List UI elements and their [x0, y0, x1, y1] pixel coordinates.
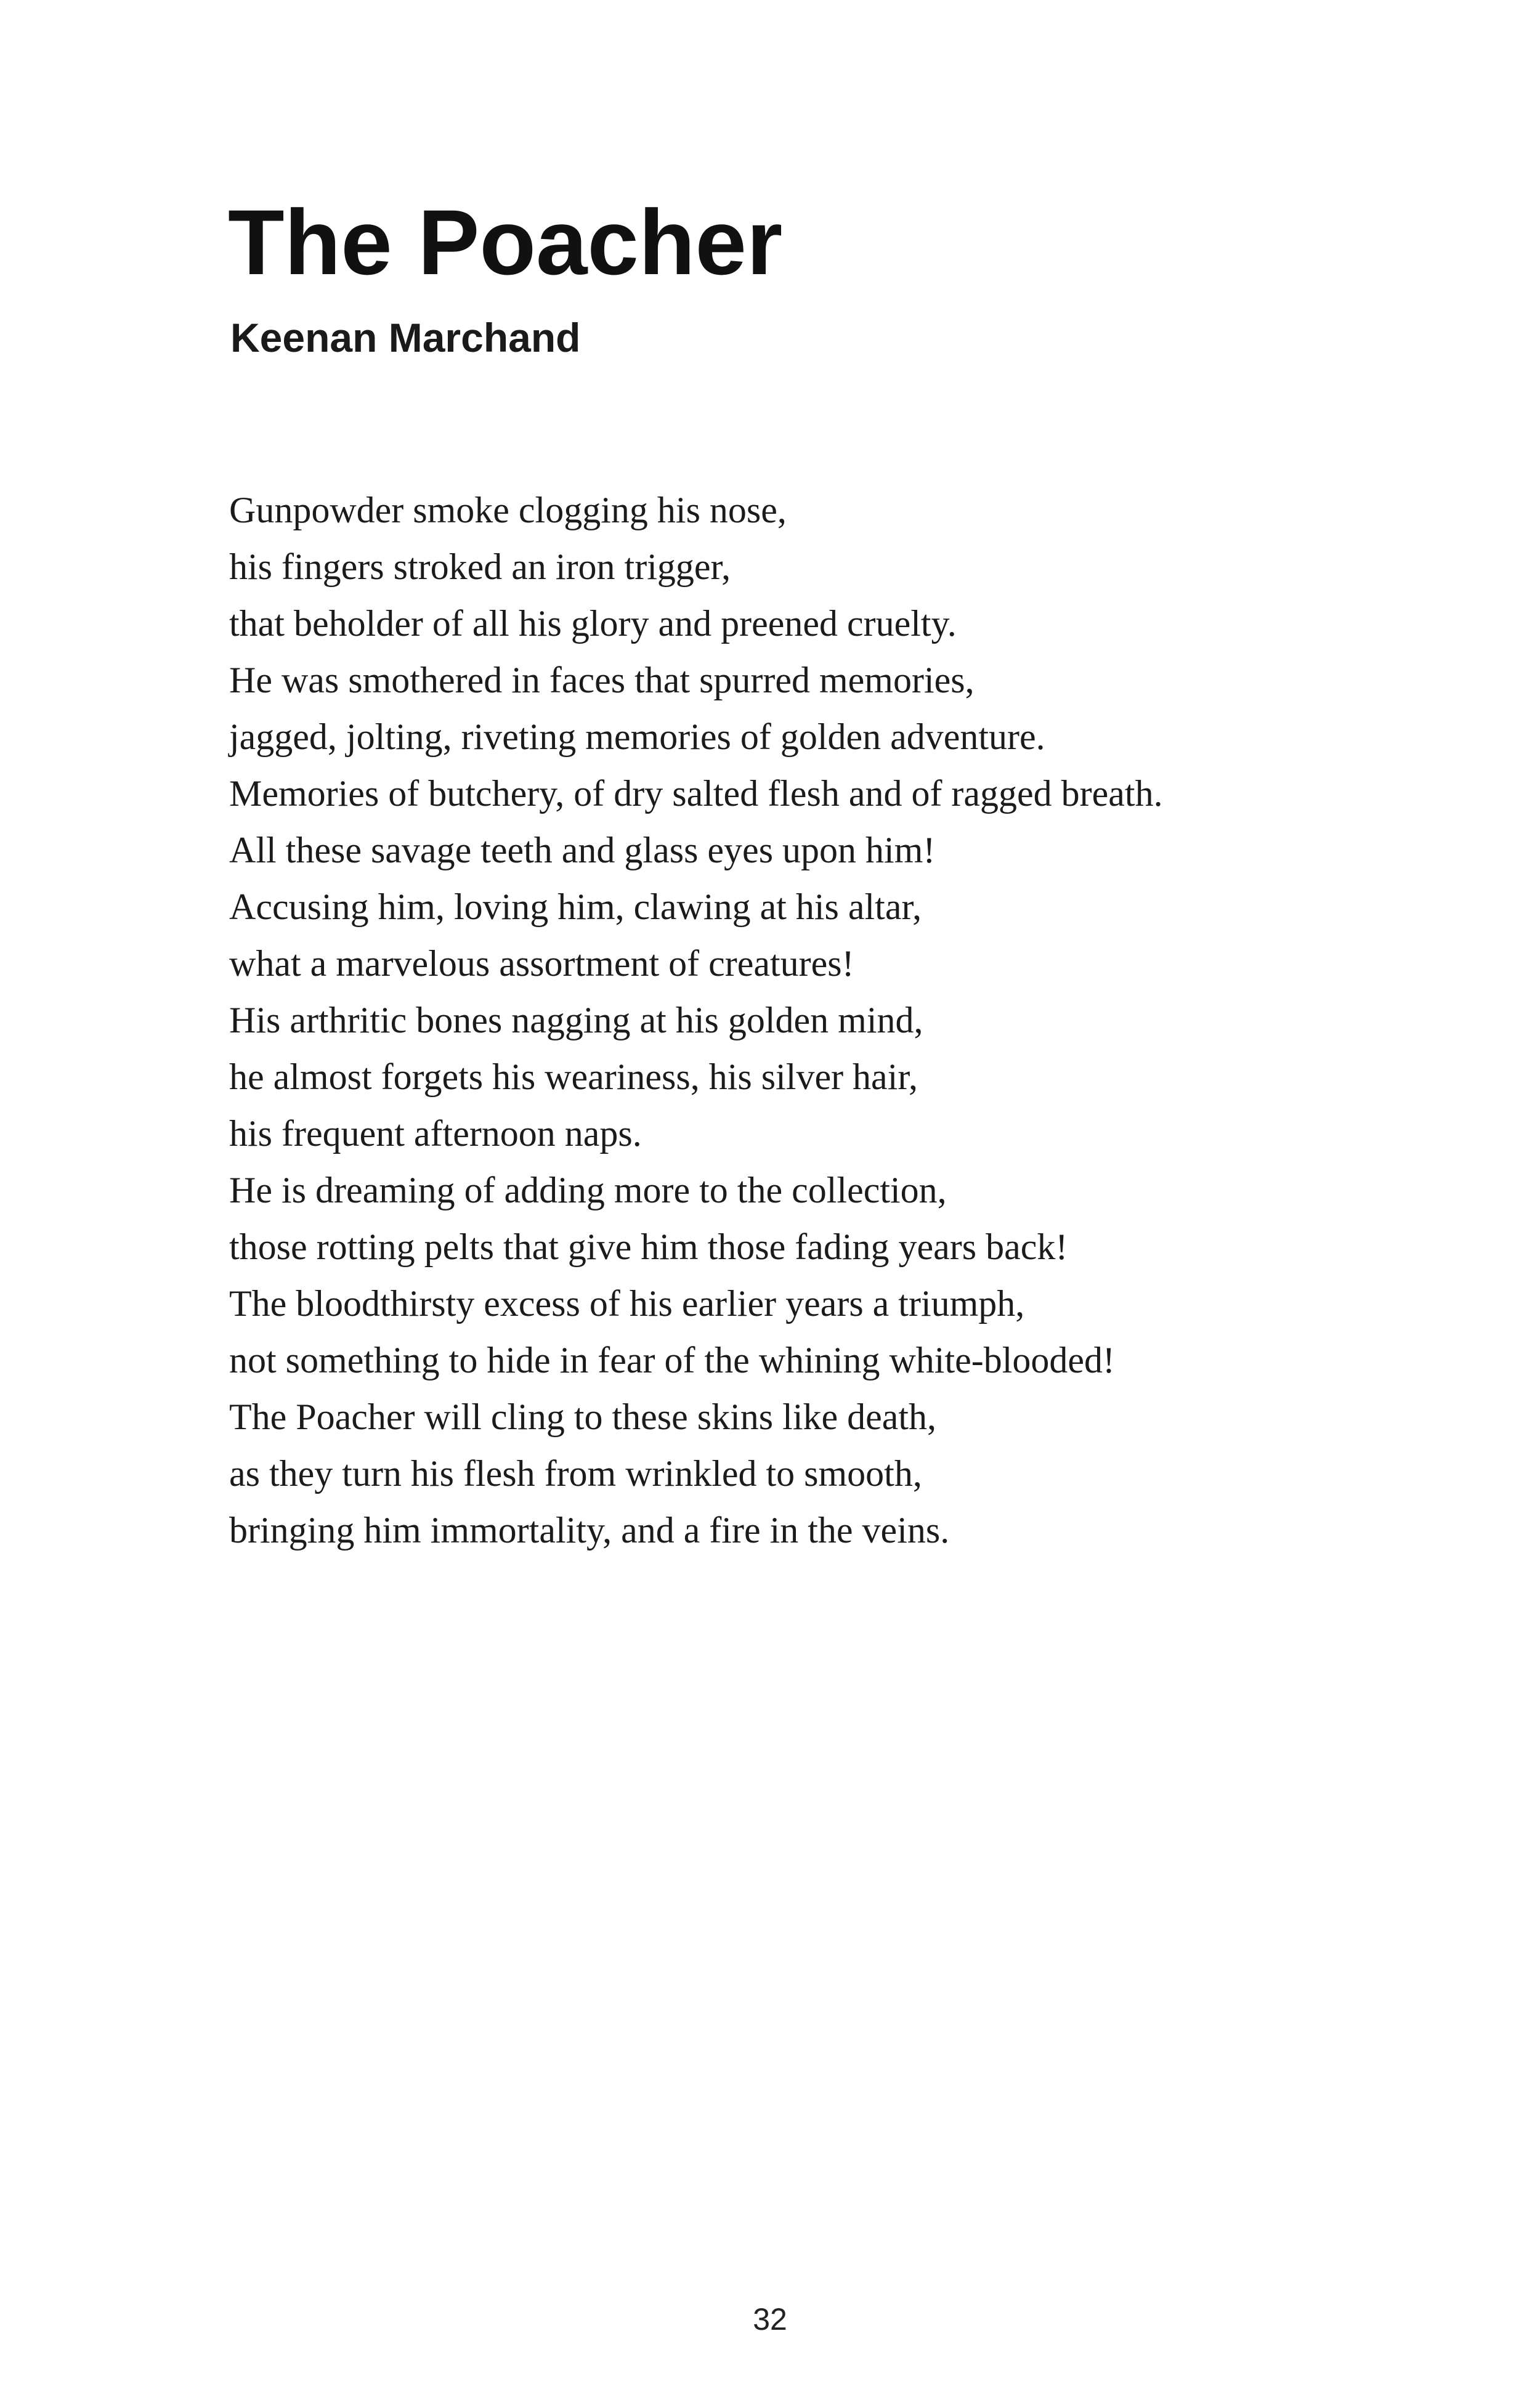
page-number: 32: [753, 2302, 787, 2337]
poem-line: bringing him immortality, and a fire in the veins.: [229, 1510, 950, 1551]
poem-line: jagged, jolting, riveting memories of golden adventure.: [229, 716, 1045, 757]
poem-line: not something to hide in fear of the whining white-blooded!: [229, 1340, 1116, 1380]
poem-line: that beholder of all his glory and preened cruelty.: [229, 603, 957, 644]
poem-line: Memories of butchery, of dry salted flesh and of ragged breath.: [229, 773, 1163, 814]
poem-line: He was smothered in faces that spurred memories,: [229, 660, 975, 700]
poem-body: [229, 482, 1163, 1559]
poem-line: what a marvelous assortment of creatures!: [229, 943, 854, 984]
poem-line: those rotting pelts that give him those fading years back!: [229, 1226, 1068, 1267]
poem-line: He is dreaming of adding more to the collection,: [229, 1170, 947, 1210]
poem-line: Gunpowder smoke clogging his nose,: [229, 490, 787, 530]
poem-line: as they turn his flesh from wrinkled to smooth,: [229, 1453, 922, 1494]
poem-line: his fingers stroked an iron trigger,: [229, 546, 731, 587]
poem-line: All these savage teeth and glass eyes upon him!: [229, 830, 936, 870]
poem-line: he almost forgets his weariness, his silver hair,: [229, 1056, 918, 1097]
poem-line: his frequent afternoon naps.: [229, 1113, 642, 1154]
poem-line: The Poacher will cling to these skins like death,: [229, 1397, 937, 1437]
poem-title: The Poacher: [228, 190, 783, 294]
poem-line: His arthritic bones nagging at his golden mind,: [229, 1000, 923, 1040]
poem-line: Accusing him, loving him, clawing at his altar,: [229, 886, 922, 927]
author-name: Keenan Marchand: [230, 315, 581, 360]
poem-line: The bloodthirsty excess of his earlier years a triumph,: [229, 1283, 1025, 1324]
